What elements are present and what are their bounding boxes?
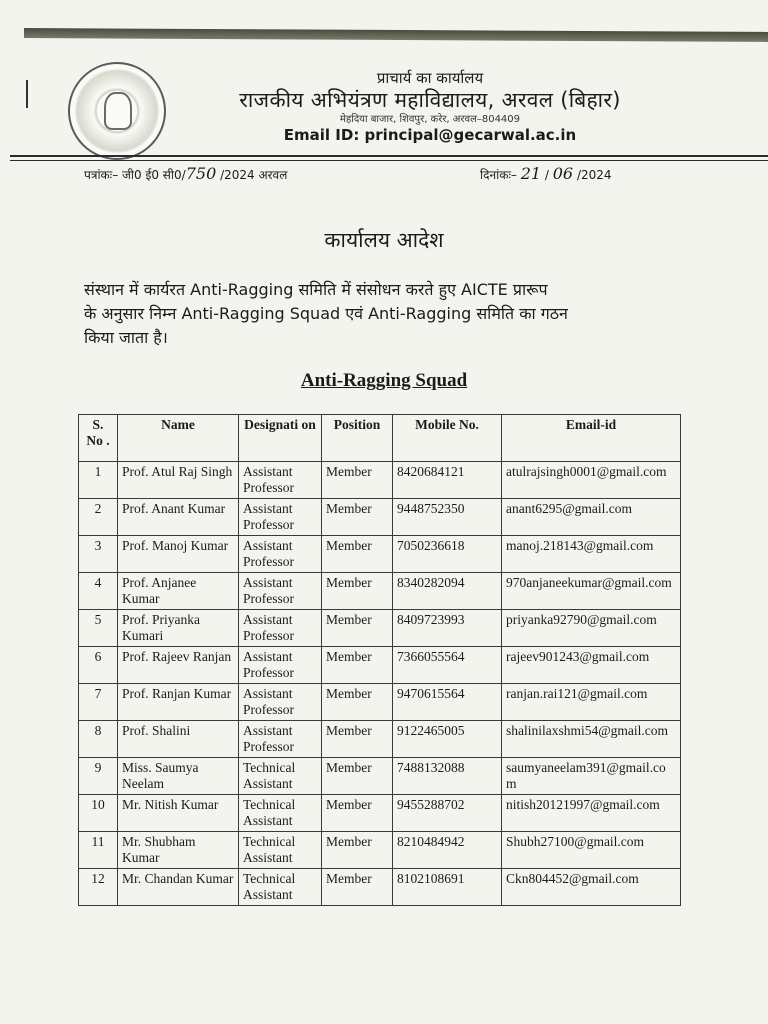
table-row — [79, 610, 681, 647]
cell-position: Member — [322, 758, 393, 795]
cell-designation: Assistant Professor — [239, 573, 322, 610]
scan-top-bar — [24, 28, 768, 42]
cell-mobile: 9122465005 — [393, 721, 502, 758]
cell-email: priyanka92790@gmail.com — [502, 610, 681, 647]
cell-mobile: 9448752350 — [393, 499, 502, 536]
cell-email: 970anjaneekumar@gmail.com — [502, 573, 681, 610]
reference-number-handwritten: 750 — [185, 164, 217, 183]
cell-designation: Assistant Professor — [239, 684, 322, 721]
cell-position: Member — [322, 499, 393, 536]
cell-email: saumyaneelam391@gmail.com — [502, 758, 681, 795]
reference-label: पत्रांकः– जी0 ई0 सी0/ — [84, 168, 186, 182]
cell-email: ranjan.rai121@gmail.com — [502, 684, 681, 721]
table-row — [79, 647, 681, 684]
cell-mobile: 7050236618 — [393, 536, 502, 573]
header-mobile: Mobile No. — [393, 415, 502, 462]
squad-table — [78, 414, 681, 906]
table-header-row — [79, 415, 681, 462]
intro-paragraph — [84, 278, 684, 350]
cell-email: shalinilaxshmi54@gmail.com — [502, 721, 681, 758]
cell-position: Member — [322, 795, 393, 832]
header-designation: Designati on — [239, 415, 322, 462]
table-row — [79, 832, 681, 869]
cell-position: Member — [322, 869, 393, 906]
cell-designation: Assistant Professor — [239, 721, 322, 758]
cell-position: Member — [322, 832, 393, 869]
date-label: दिनांकः– — [480, 168, 517, 182]
cell-mobile: 7366055564 — [393, 647, 502, 684]
reference-date: दिनांकः– 21 / 06 /2024 — [480, 164, 612, 183]
cell-email: nitish20121997@gmail.com — [502, 795, 681, 832]
date-year: /2024 — [576, 168, 612, 182]
cell-name: Prof. Priyanka Kumari — [118, 610, 239, 647]
table-row — [79, 869, 681, 906]
header-email: Email-id — [502, 415, 681, 462]
cell-name: Prof. Atul Raj Singh — [118, 462, 239, 499]
intro-line: के अनुसार निम्न Anti-Ragging Squad एवं Anti-Ragging समिति का गठन — [84, 304, 568, 323]
margin-mark — [26, 80, 28, 108]
table-row — [79, 573, 681, 610]
cell-mobile: 9470615564 — [393, 684, 502, 721]
cell-sno: 1 — [79, 462, 118, 499]
cell-sno: 9 — [79, 758, 118, 795]
cell-position: Member — [322, 647, 393, 684]
cell-mobile: 9455288702 — [393, 795, 502, 832]
cell-sno: 6 — [79, 647, 118, 684]
cell-name: Prof. Ranjan Kumar — [118, 684, 239, 721]
cell-sno: 8 — [79, 721, 118, 758]
date-day: 21 — [520, 164, 542, 183]
cell-mobile: 7488132088 — [393, 758, 502, 795]
header-sno: S. No . — [79, 415, 118, 462]
office-name: प्राचार्य का कार्यालय — [376, 69, 484, 87]
college-name: राजकीय अभियंत्रण महाविद्यालय, अरवल (बिहार) — [239, 88, 621, 112]
cell-designation: Technical Assistant — [239, 758, 322, 795]
cell-position: Member — [322, 721, 393, 758]
cell-sno: 5 — [79, 610, 118, 647]
cell-name: Prof. Anjanee Kumar — [118, 573, 239, 610]
cell-designation: Technical Assistant — [239, 869, 322, 906]
cell-name: Prof. Manoj Kumar — [118, 536, 239, 573]
reference-number — [84, 164, 287, 183]
cell-name: Mr. Nitish Kumar — [118, 795, 239, 832]
header-rule-thin — [10, 160, 768, 161]
reference-suffix: /2024 अरवल — [220, 168, 288, 182]
date-month: 06 — [552, 164, 574, 183]
cell-position: Member — [322, 536, 393, 573]
header-name: Name — [118, 415, 239, 462]
intro-line: संस्थान में कार्यरत Anti-Ragging समिति में संसोधन करते हुए AICTE प्रारूप — [84, 280, 548, 299]
cell-email: Shubh27100@gmail.com — [502, 832, 681, 869]
cell-sno: 4 — [79, 573, 118, 610]
cell-mobile: 8210484942 — [393, 832, 502, 869]
table-row — [79, 536, 681, 573]
cell-email: rajeev901243@gmail.com — [502, 647, 681, 684]
cell-designation: Technical Assistant — [239, 795, 322, 832]
table-row — [79, 462, 681, 499]
cell-email: atulrajsingh0001@gmail.com — [502, 462, 681, 499]
cell-mobile: 8340282094 — [393, 573, 502, 610]
cell-position: Member — [322, 462, 393, 499]
cell-name: Mr. Chandan Kumar — [118, 869, 239, 906]
squad-heading: Anti-Ragging Squad — [300, 370, 468, 391]
cell-position: Member — [322, 684, 393, 721]
cell-name: Prof. Anant Kumar — [118, 499, 239, 536]
cell-email: manoj.218143@gmail.com — [502, 536, 681, 573]
cell-sno: 10 — [79, 795, 118, 832]
cell-name: Mr. Shubham Kumar — [118, 832, 239, 869]
table-row — [79, 758, 681, 795]
cell-mobile: 8420684121 — [393, 462, 502, 499]
header-rule-thick — [10, 155, 768, 157]
cell-designation: Assistant Professor — [239, 610, 322, 647]
college-email: Email ID: principal@gecarwal.ac.in — [283, 126, 577, 144]
cell-designation: Assistant Professor — [239, 536, 322, 573]
cell-name: Prof. Shalini — [118, 721, 239, 758]
cell-designation: Assistant Professor — [239, 647, 322, 684]
cell-name: Miss. Saumya Neelam — [118, 758, 239, 795]
cell-name: Prof. Rajeev Ranjan — [118, 647, 239, 684]
cell-mobile: 8102108691 — [393, 869, 502, 906]
intro-line: किया जाता है। — [84, 328, 168, 347]
cell-sno: 11 — [79, 832, 118, 869]
cell-designation: Technical Assistant — [239, 832, 322, 869]
cell-position: Member — [322, 610, 393, 647]
cell-mobile: 8409723993 — [393, 610, 502, 647]
cell-designation: Assistant Professor — [239, 499, 322, 536]
college-address: मेहदिया बाजार, शिवपुर, करेर, अरवल–804409 — [339, 114, 521, 125]
cell-position: Member — [322, 573, 393, 610]
cell-sno: 12 — [79, 869, 118, 906]
cell-sno: 2 — [79, 499, 118, 536]
order-title: कार्यालय आदेश — [324, 228, 444, 252]
table-row — [79, 721, 681, 758]
cell-sno: 7 — [79, 684, 118, 721]
table-row — [79, 795, 681, 832]
cell-designation: Assistant Professor — [239, 462, 322, 499]
college-seal-logo — [68, 62, 166, 160]
header-position: Position — [322, 415, 393, 462]
table-row — [79, 684, 681, 721]
cell-sno: 3 — [79, 536, 118, 573]
cell-email: anant6295@gmail.com — [502, 499, 681, 536]
table-row — [79, 499, 681, 536]
cell-email: Ckn804452@gmail.com — [502, 869, 681, 906]
